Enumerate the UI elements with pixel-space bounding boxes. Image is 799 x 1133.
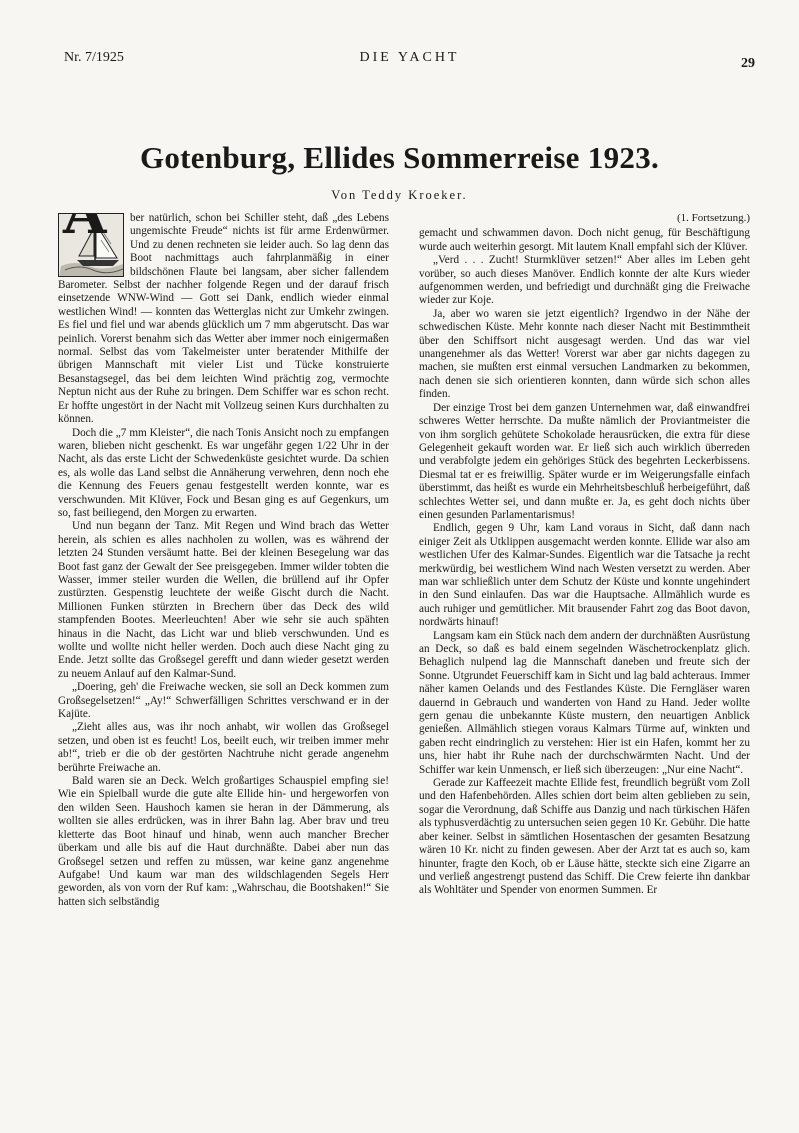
article-title: Gotenburg, Ellides Sommerreise 1923. <box>139 140 660 175</box>
running-header <box>64 50 755 70</box>
right-column <box>419 212 750 898</box>
dropcap-letter <box>63 213 106 221</box>
dropcap-illustration <box>58 213 124 277</box>
continuation-note: (1. Fortsetzung.) <box>676 212 750 224</box>
article-body <box>58 212 758 1092</box>
article-byline: Von Teddy Kroeker. <box>331 188 468 202</box>
paragraph: Doch die „7 mm Kleister“, die nach Tonis Ansicht noch zu empfangen waren, blieben nicht geschenkt. Es war ungefähr gegen 1/22 Uhr in der Nacht, als das erste Licht der Schwedenküste gesichtet wurde. Da schien es, als wolle das Land selbst die Annäherung verwehren, denn noch ehe die Kennung des Feuers genau festgestellt werden konnte, war es verschwunden. Mit Klüver, Fock und Besan ging es auf Gegenkurs, um so, fast beiliegend, den Morgen zu erwarten. <box>58 426 389 519</box>
paragraph: „Zieht alles aus, was ihr noch anhabt, wir wollen das Großsegel setzen, und oben ist es feucht! Los, beeilt euch, wir treiben immer mehr ab!“, trieb er die ob der gestörten Nachtruhe nicht gerade angenehm berührte Freiwache an. <box>58 721 389 774</box>
paragraph: Endlich, gegen 9 Uhr, kam Land voraus in Sicht, daß dann nach einiger Zeit als Utklippen ausgemacht werden konnte. Ellide war also am westlichen Ufer des Kalmar-Sundes. Eigentlich war die Tatsache ja recht merkwürdig, bei westlichem Wind nach Westen versetzt zu werden. Aber man war schließlich unter dem Schutz der Küste und konnte ungehindert in den Sund einlaufen. Das war die Hauptsache. Allmählich wurde es auch ruhiger und gemütlicher. Mit brausender Fahrt zog das Boot davon, nordwärts hinauf! <box>419 522 750 629</box>
paragraph: Der einzige Trost bei dem ganzen Unternehmen war, daß einwandfrei schweres Wetter herrschte. Da mußte nämlich der Proviantmeister die von ihm sorglich gehütete Schokolade herausrücken, die extra für diese Gelegenheit gekauft worden war. Er ließ sich auch wirklich überreden und verabfolgte jedem ein gehöriges Stück des begehrten Leckerbissens. Diesmal tat er es freiwillig. Später wurde er im Weigerungsfalle einfach überstimmt, das heißt es wurde ein Mehrheitsbeschluß herbeigeführt, daß schlechtes Wetter sei, und dann mußte er. Ja, es geht doch nichts über einen gesunden Parlamentarismus! <box>419 401 750 521</box>
paragraph: „Doering, geh' die Freiwache wecken, sie soll an Deck kommen zum Großsegelsetzen!“ „Ay!“ Schwerfälligen Schrittes verschwand er in der Kajüte. <box>58 681 389 721</box>
paragraph: „Verd . . . Zucht! Sturmklüver setzen!“ Aber alles im Leben geht vorüber, so auch dieses Manöver. Endlich konnte der alte Kurs wieder aufgenommen werden, und befriedigt und durchnäßt ging die Freiwache wieder zur Koje. <box>419 254 750 307</box>
paragraph: Bald waren sie an Deck. Welch großartiges Schauspiel empfing sie! Wie ein Spielball wurde die gute alte Ellide hin- und hergeworfen von den wilden Seen. Haushoch kamen sie heran in der Dämmerung, als wollten sie alles erdrücken, was in ihrer Bahn lag. Aber brav und treu kletterte das Boot hinauf und hinab, wenn auch mancher Brecher überkam und alle bis auf die Haut durchnäßte. Dabei aber nun das Großsegel setzen und reffen zu müssen, war keine ganz angenehme Aufgabe! Und kaum war man des wildschlagenden Segels Herr geworden, als von vorn der Ruf kam: „Wahrschau, die Bootshaken!“ Sie hatten sich selbständig <box>58 775 389 908</box>
left-column <box>58 212 389 909</box>
paragraph: Gerade zur Kaffeezeit machte Ellide fest, freundlich begrüßt vom Zoll und den Hafenbehörden. Alles schien dort beim alten geblieben zu sein, sogar die Verordnung, daß Schiffe aus Danzig und nach türkischen Häfen als typhusverdächtig zu untersuchen seien gegen 10 Kr. Gebühr. Die hatte aber keiner. Selbst in sämtlichen Hosentaschen der gesamten Besatzung wären 10 Kr. nicht zu finden gewesen. Aber der Arzt tat es auch so, kam hinunter, fragte den Koch, ob er Läuse hätte, steckte sich eine Zigarre an und verließ angestrengt pustend das Schiff. Die Crew feierte ihn dankbar als Wohltäter und Spender von enormen Summen. Er <box>419 777 750 897</box>
paragraph: Ja, aber wo waren sie jetzt eigentlich? Irgendwo in der Nähe der schwedischen Küste. Mehr konnte nach dieser Nacht mit Bestimmtheit über den Schiffsort nicht ausgesagt werden. Und das war viel unangenehmer als das Wetter! Vorerst war aber gar nichts dagegen zu machen, sie mußten erst einmal versuchen Landmarken zu bekommen, nach denen sie sich orientieren konnten, dann würde sich schon alles finden. <box>419 307 750 401</box>
issue-number: Nr. 7/1925 <box>64 50 124 65</box>
paragraph: gemacht und schwammen davon. Doch nicht genug, für Beschäftigung wurde auch weiterhin gesorgt. Mit lautem Knall empfahl sich der Klüver. <box>419 227 750 253</box>
page-number: 29 <box>741 56 755 71</box>
journal-name: DIE YACHT <box>359 50 460 65</box>
paragraph: Und nun begann der Tanz. Mit Regen und Wind brach das Wetter herein, als schien es alles nachholen zu wollen, was es während der letzten 24 Stunden versäumt hatte. Bei der kleinen Besegelung war das Boot fast ganz der Gewalt der See preisgegeben. Immer wilder tobten die Wasser, immer steiler wurden die Wellen, die brüllend auf ihr Opfer zustürzten. Gespenstig leuchtete der weiße Gischt durch die Nacht. Millionen Funken stürzten in Brechern über das Deck des wild stampfenden Bootes. Meerleuchten! Aber wie sehr sie auch spähten hinaus in die Nacht, das Licht war und blieb verschwunden. Und es wollte und wollte nicht heller werden. Doch auch diese Nacht ging zu Ende. Jetzt sollte das Großsegel gerefft und dann wieder gesetzt werden zu neuem Anlauf auf den Kalmar-Sund. <box>58 520 389 680</box>
paragraph: ber natürlich, schon bei Schiller steht, daß „des Lebens ungemischte Freude“ nichts ist für arme Erdenwürmer. Und zu denen rechneten sie leider auch. So lag denn das Boot nachmittags auch fahrplanmäßig in einer bildschönen Flaute bei langsam, aber sicher fallendem Barometer. Selbst der nachher folgende Regen und der darauf frisch einsetzende WNW-Wind — Gott sei Dank, endlich wieder einmal westlichen Wind! — konnten das Wetterglas nicht zur Umkehr zwingen. Es fiel und fiel und war abends glücklich um 7 mm abgerutscht. Das war peinlich. Vorerst benahm sich das Wetter aber immer noch einigermaßen normal. Selbst das vom Takelmeister unter beratender Mithilfe der übrigen Mannschaft mit vieler List und Tücke konstruierte Besanstagsegel, das bei dem leichten Wind prächtig zog, vermochte Neptun nicht aus der Ruhe zu bringen. Dem Schiffer war es schon recht. Er hoffte ungestört in der Nacht mit Vollzeug seinen Kurs durchhalten zu können. <box>58 212 389 426</box>
paragraph: Langsam kam ein Stück nach dem andern der durchnäßten Ausrüstung an Deck, so daß es bald einem segelnden Wäschetrockenplatz glich. Behaglich nulpend lag die Mannschaft daneben und freute sich der Sonne. Utgrundet Feuerschiff kam in Sicht und lag bald achteraus. Immer näher kamen Oelands und des Festlandes Küste. Die Ferngläser waren dauernd in Gebrauch und wanderten von Hand zu Hand. Jeder wollte gern genau die unbekannte Küste mustern, den neuartigen Anblick genießen. Allmählich stiegen voraus Kalmars Türme auf, winkten und gaben recht eindringlich zu verstehen: Hier ist ein Hafen, kommt her zu uns, hier habt ihr Ruhe nach der durchschwärmten Nacht. Und der Schiffer war kein Unmensch, er ließ sich überzeugen: „Nur eine Nacht“. <box>419 629 750 776</box>
